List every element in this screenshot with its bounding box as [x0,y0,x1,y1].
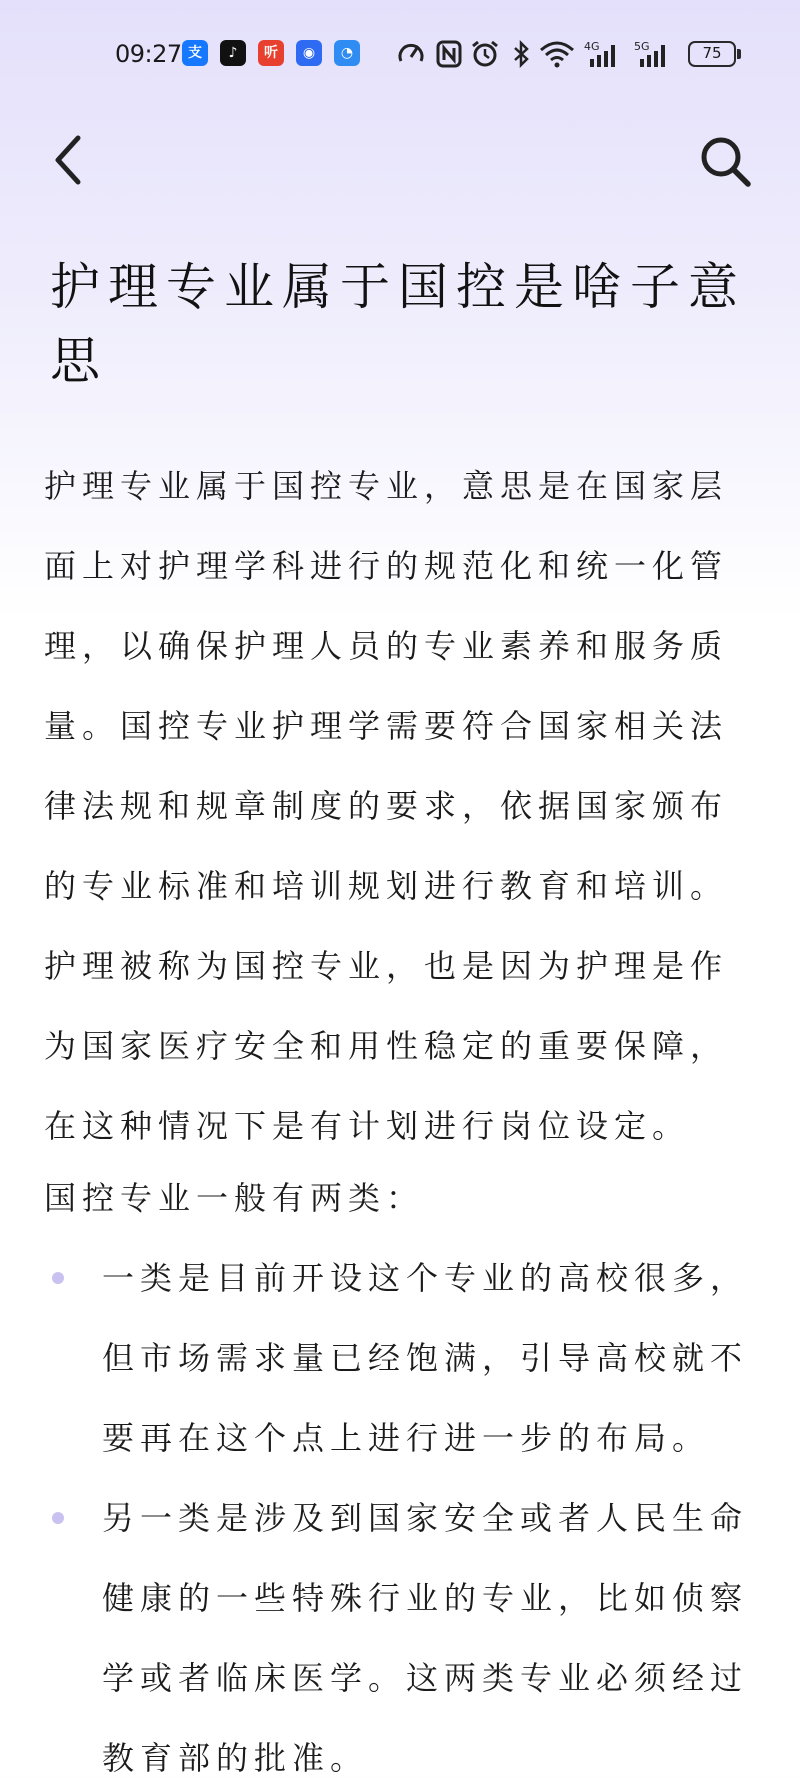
article-body [44,446,760,1778]
page-title: 护理专业属于国控是啥子意思 [50,258,746,390]
ting-app-icon: 听 [258,40,284,66]
blue-app-2-icon: ◔ [334,40,360,66]
alarm-icon [470,39,500,69]
status-bar [0,36,800,72]
search-icon [694,130,758,194]
article-paragraph: 护理专业属于国控专业，意思是在国家层面上对护理学科进行的规范化和统一化管理，以确保护理人员的专业素养和服务质量。国控专业护理学需要符合国家相关法律法规和规章制度的要求，依据国家颁布的专业标准和培训规划进行教育和培训。护理被称为国控专业，也是因为护理是作为国家医疗安全和用性稳定的重要保障，在这种情况下是有计划进行岗位设定。 [44,467,729,1145]
blue-app-icon: ◉ [296,40,322,66]
bullet-list [44,1238,760,1778]
list-item-text: 一类是目前开设这个专业的高校很多，但市场需求量已经饱满，引导高校就不要再在这个点上进行进一步的布局。 [102,1259,749,1457]
list-item-text: 另一类是涉及到国家安全或者人民生命健康的一些特殊行业的专业，比如侦察学或者临床医学。这两类专业必须经过教育部的批准。 [102,1499,749,1777]
search-button[interactable] [694,130,758,194]
signal-4g-label: 4G [584,40,600,53]
bullet-dot [52,1512,64,1524]
signal-5g-label: 5G [634,40,650,53]
battery-level: 75 [688,41,736,67]
back-button[interactable] [44,130,94,190]
chevron-left-icon [44,130,94,190]
status-time: 09:27 [115,40,182,68]
wifi-icon [538,39,576,69]
douyin-icon: ♪ [220,40,246,66]
bullet-dot [52,1272,64,1284]
speedometer-icon [396,39,426,69]
nfc-icon [434,39,464,69]
signal-5g-icon [634,39,674,69]
bluetooth-icon [506,39,536,69]
list-item [44,1238,760,1478]
list-intro: 国控专业一般有两类： [44,1179,425,1217]
list-item [44,1478,760,1778]
signal-4g-icon [584,39,624,69]
alipay-icon: 支 [182,40,208,66]
battery-icon [688,41,742,67]
